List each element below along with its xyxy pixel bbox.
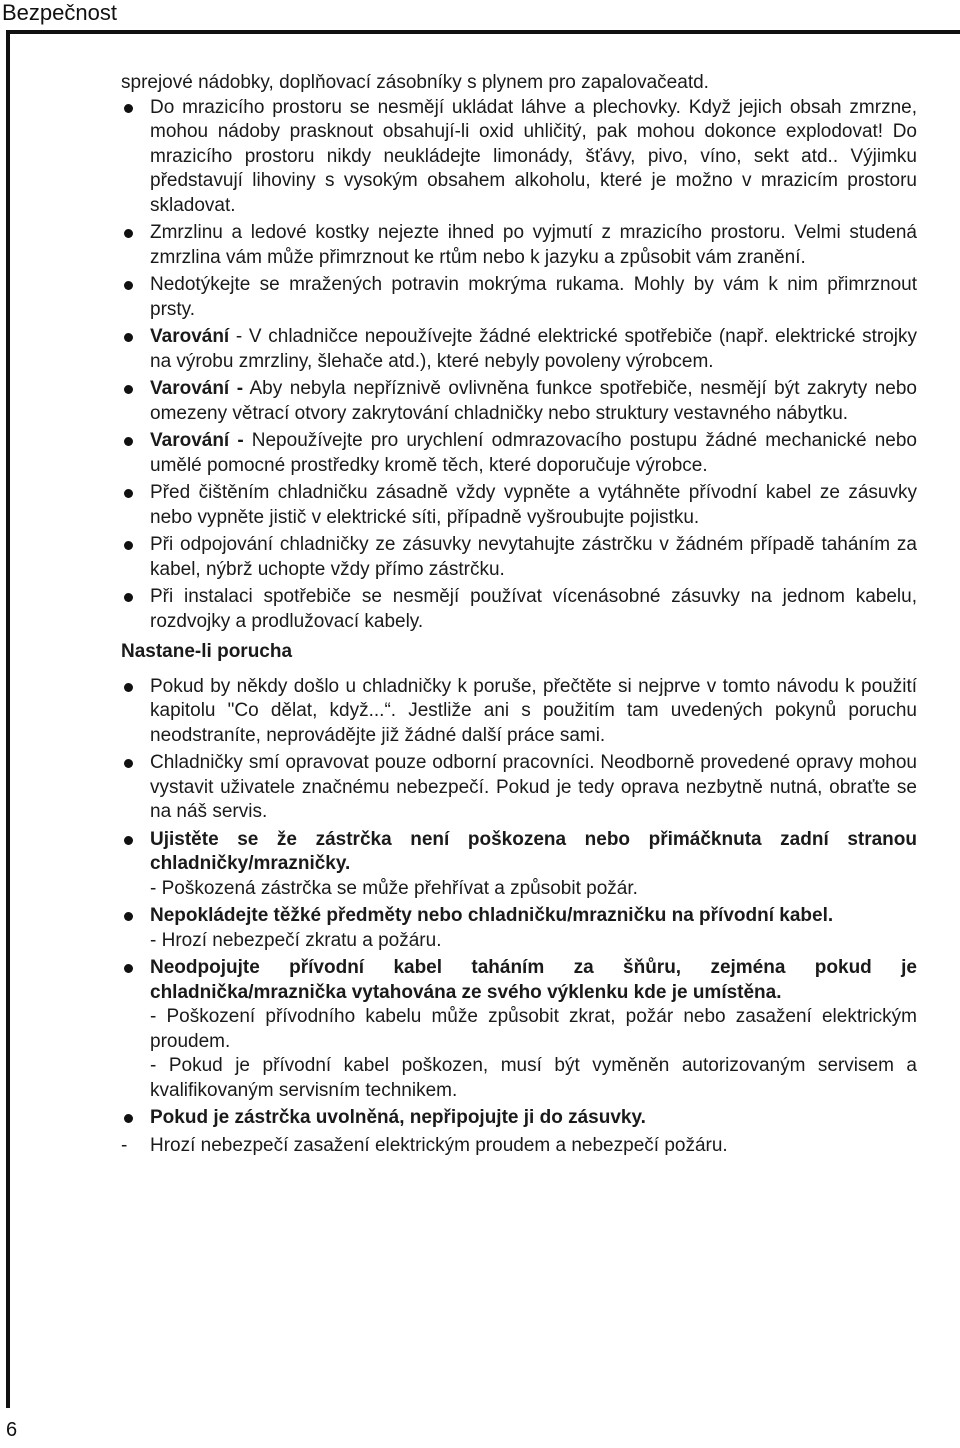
- bullet-icon: [124, 683, 133, 692]
- list-item-text: Nedotýkejte se mražených potravin mokrýma rukama. Mohly by vám k nim přimrznout prsty.: [150, 274, 917, 320]
- bullet-icon: [124, 385, 133, 394]
- consequence-text: Hrozí nebezpečí zasažení elektrickým proudem a nebezpečí požáru.: [150, 1134, 728, 1156]
- list-item: [121, 956, 917, 1103]
- consequence-line: - Hrozí nebezpečí zkratu a požáru.: [150, 929, 442, 951]
- warning-text: Neodpojujte přívodní kabel taháním za šňůru, zejména pokud je chladnička/mraznička vytahována ze svého výklenku kde je umístěna.: [150, 957, 917, 1003]
- list-item-text: Do mrazicího prostoru se nesmějí ukládat láhve a plechovky. Když jejich obsah zmrzne, mohou nádoby prasknout obsahují-li oxid uhličitý, pak mohou dokonce explodovat! Do mrazicího prostoru nikdy neukládejte limonády, šťávy, pivo, víno, sekt atd.. Výjimku představují lihoviny s vysokým obsahem alkoholu, které je možno v mrazicím prostoru skladovat.: [150, 96, 917, 216]
- warning-text: Ujistěte se že zástrčka není poškozena nebo přimáčknuta zadní stranou chladničky/mrazničky.: [150, 828, 917, 874]
- warning-label: Varování -: [150, 378, 244, 399]
- warning-label: Varování: [150, 326, 230, 347]
- list-item-text: - V chladničce nepoužívejte žádné elektrické spotřebiče (např. elektrické strojky na výrobu zmrzliny, šlehače atd.), které nebyly povoleny výrobcem.: [150, 326, 917, 372]
- list-item: [121, 1106, 917, 1131]
- bullet-icon: [124, 593, 133, 602]
- warning-text: Nepokládejte těžké předměty nebo chladničku/mrazničku na přívodní kabel.: [150, 905, 834, 926]
- list-item-text: Zmrzlinu a ledové kostky nejezte ihned po vyjmutí z mrazicího prostoru. Velmi studená zmrzlina vám může přimrznout ke rtům nebo k jazyku a způsobit vám zranění.: [150, 222, 917, 268]
- bullet-icon: [124, 104, 133, 113]
- consequence-line: - Poškození přívodního kabelu může způsobit zkrat, požár nebo zasažení elektrickým proudem.: [150, 1006, 917, 1052]
- dash-marker: -: [121, 1134, 128, 1156]
- warning-text: Pokud je zástrčka uvolněná, nepřipojujte ji do zásuvky.: [150, 1107, 646, 1128]
- list-item: [121, 904, 917, 953]
- list-item-text: Při instalaci spotřebiče se nesmějí používat vícenásobné zásuvky na jednom kabelu, rozdvojky a prodlužovací kabely.: [150, 586, 917, 632]
- consequence-line: - Pokud je přívodní kabel poškozen, musí být vyměněn autorizovaným servisem a kvalifikovaným servisním technikem.: [150, 1055, 917, 1101]
- list-item: [121, 481, 917, 530]
- header-rule: [6, 30, 960, 34]
- consequence-line: - Poškozená zástrčka se může přehřívat a způsobit požár.: [150, 877, 638, 899]
- list-item: [121, 273, 917, 322]
- list-item: [121, 675, 917, 749]
- list-item-text: Aby nebyla nepříznivě ovlivněna funkce spotřebiče, nesmějí být zakryty nebo omezeny větrací otvory zakrytování chladničky nebo struktury vestavného nábytku.: [150, 378, 917, 424]
- list-item: [121, 377, 917, 426]
- bullet-icon: [124, 281, 133, 290]
- bullet-icon: [124, 541, 133, 550]
- bullet-icon: [124, 759, 133, 768]
- bullet-icon: [124, 912, 133, 921]
- bullet-icon: [124, 333, 133, 342]
- list-item-text: Při odpojování chladničky ze zásuvky nevytahujte zástrčku v žádném případě taháním za kabel, nýbrž uchopte vždy přímo zástrčku.: [150, 534, 917, 580]
- bullet-icon: [124, 229, 133, 238]
- bullet-icon: [124, 1114, 133, 1123]
- list-item: [121, 221, 917, 270]
- page-number: 6: [6, 1419, 18, 1441]
- list-item: [121, 828, 917, 902]
- list-item: [121, 96, 917, 219]
- bullet-icon: [124, 964, 133, 973]
- section-heading: Nastane-li porucha: [121, 641, 293, 662]
- bullet-icon: [124, 836, 133, 845]
- list-item-text: Pokud by někdy došlo u chladničky k poruše, přečtěte si nejprve v tomto návodu k použití kapitolu "Co dělat, když...“. Jestliže ani s použitím tam uvedených pokynů poruchu neodstraníte, neprovádějte již žádné další práce sami.: [150, 675, 917, 746]
- warning-label: Varování -: [150, 430, 244, 451]
- list-item: [121, 533, 917, 582]
- margin-rule: [6, 30, 10, 1408]
- list-item-text: Chladničky smí opravovat pouze odborní pracovníci. Neodborně provedené opravy mohou vystavit uživatele značnému nebezpečí. Pokud je tedy oprava nezbytně nutná, obraťte se na náš servis.: [150, 752, 917, 822]
- document-body: [121, 71, 917, 1158]
- list-item-text: Před čištěním chladničku zásadně vždy vypněte a vytáhněte přívodní kabel ze zásuvky nebo vypněte jistič v elektrické síti, případně vyšroubujte pojistku.: [150, 482, 917, 528]
- list-item: [121, 325, 917, 374]
- bullet-icon: [124, 489, 133, 498]
- list-item: [121, 751, 917, 825]
- final-consequence: [121, 1134, 917, 1159]
- bullet-icon: [124, 437, 133, 446]
- list-item: [121, 429, 917, 478]
- intro-line: sprejové nádobky, doplňovací zásobníky s plynem pro zapalovačeatd.: [121, 72, 709, 93]
- list-item: [121, 585, 917, 634]
- list-item-text: Nepoužívejte pro urychlení odmrazovacího postupu žádné mechanické nebo umělé pomocné prostředky kromě těch, které doporučuje výrobce.: [150, 430, 917, 476]
- page-header-title: Bezpečnost: [2, 0, 117, 25]
